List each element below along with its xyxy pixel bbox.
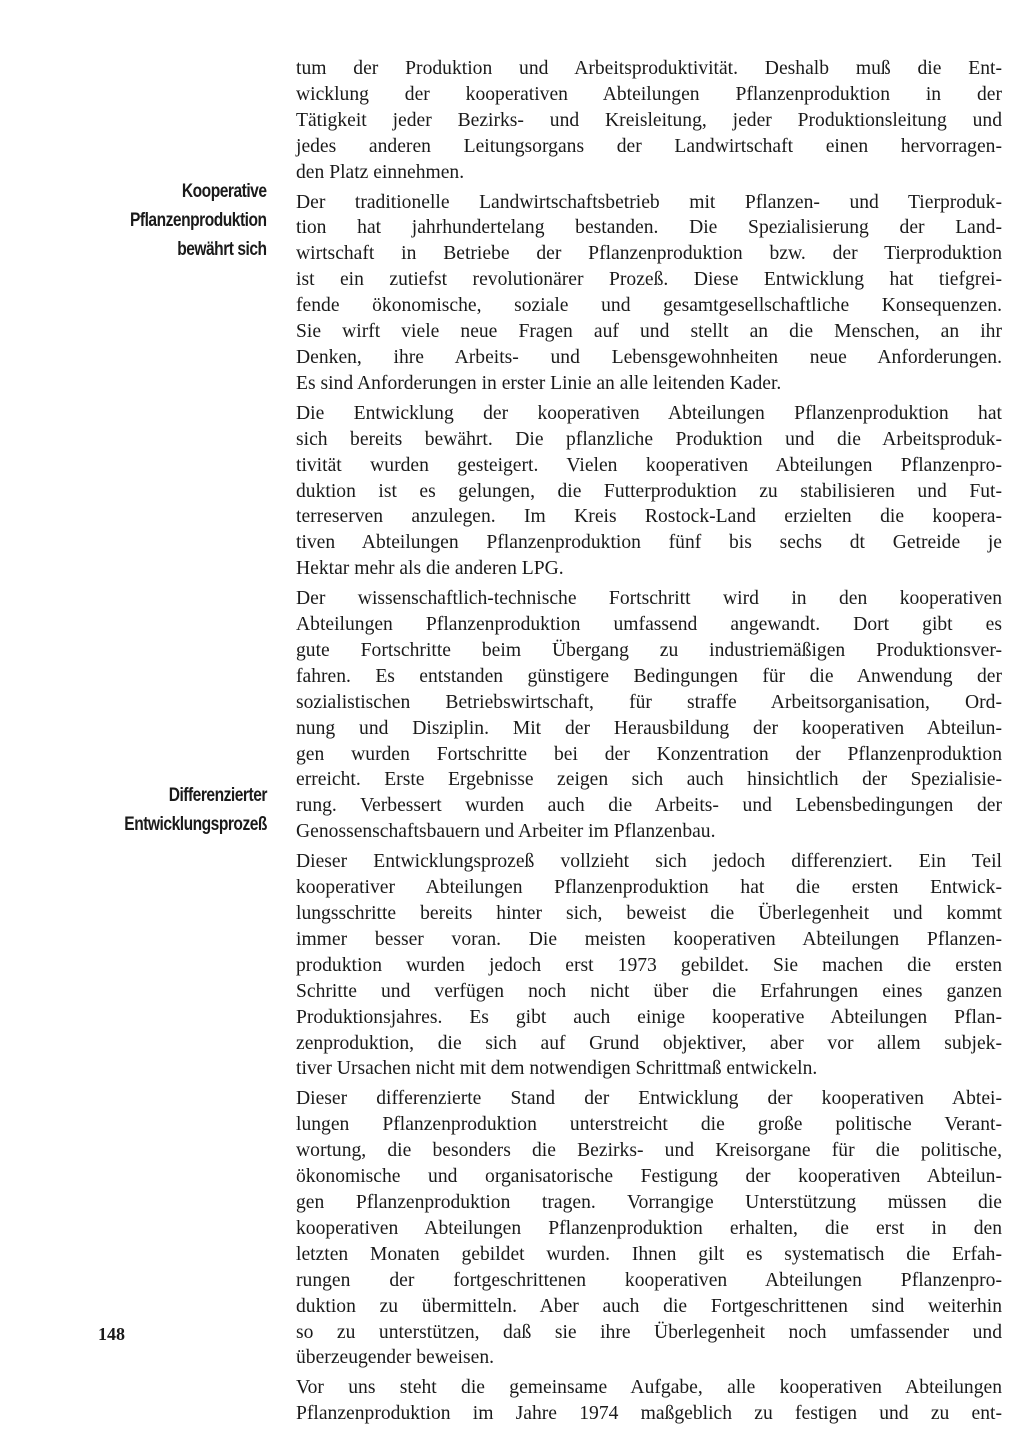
text-line: tum der Produktion und Arbeitsproduktivität. Deshalb muß die Ent- (296, 58, 1002, 79)
paragraph (296, 1086, 1002, 1371)
text-line: Der traditionelle Landwirtschaftsbetrieb mit Pflanzen- und Tierproduk- (296, 191, 1002, 213)
text-line: produktion wurden jedoch erst 1973 gebildet. Sie machen die ersten (296, 954, 1002, 976)
text-line: zenproduktion, die sich auf Grund objektiver, aber vor allem subjek- (296, 1032, 1002, 1054)
text-line: rung. Verbessert wurden auch die Arbeits- und Lebensbedingungen der (296, 795, 1002, 817)
paragraph (296, 190, 1002, 397)
marginal-heading-line: Differenzierter (168, 785, 267, 806)
marginal-heading-line: Pflanzenproduktion (130, 210, 267, 231)
text-line: ist ein zutiefst revolutionärer Prozeß. Diese Entwicklung hat tiefgrei- (296, 269, 1002, 291)
marginal-heading-line: Entwicklungsprozeß (124, 814, 267, 835)
text-line: Tätigkeit jeder Bezirks- und Kreisleitung, jeder Produktionsleitung und (296, 109, 1002, 131)
text-line: tiver Ursachen nicht mit dem notwendigen Schrittmaß entwickeln. (296, 1058, 818, 1080)
text-line: wortung, die besonders die Bezirks- und Kreisorgane für die politische, (296, 1140, 1002, 1162)
text-line: Dieser differenzierte Stand der Entwicklung der kooperativen Abtei- (296, 1088, 1002, 1110)
text-line: Die Entwicklung der kooperativen Abteilungen Pflanzenproduktion hat (296, 402, 1002, 424)
text-line: Sie wirft viele neue Fragen auf und stellt an die Menschen, an ihr (296, 321, 1002, 343)
text-line: Denken, ihre Arbeits- und Lebensgewohnheiten neue Anforderungen. (296, 346, 1002, 368)
text-line: ökonomische und organisatorische Festigung der kooperativen Abteilun- (296, 1166, 1002, 1188)
text-line: tivität wurden gesteigert. Vielen kooperativen Abteilungen Pflanzenpro- (296, 454, 1002, 476)
text-line: Der wissenschaftlich-technische Fortschritt wird in den kooperativen (296, 588, 1002, 610)
text-line: duktion zu übermitteln. Aber auch die Fortgeschrittenen sind weiterhin (296, 1295, 1002, 1317)
text-line: tiven Abteilungen Pflanzenproduktion fünf bis sechs dt Getreide je (296, 532, 1002, 554)
text-line: immer besser voran. Die meisten kooperativen Abteilungen Pflanzen- (296, 928, 1002, 950)
marginal-heading-line: Kooperative (182, 181, 267, 202)
text-line: gute Fortschritte beim Übergang zu industriemäßigen Produktionsver- (296, 639, 1002, 661)
marginal-heading-differenzierter (124, 781, 267, 839)
text-line: den Platz einnehmen. (296, 161, 465, 183)
text-line: lungsschritte bereits hinter sich, beweist die Überlegenheit und kommt (296, 903, 1002, 924)
text-line: kooperativen Abteilungen Pflanzenproduktion erhalten, die erst in den (296, 1217, 1002, 1239)
text-line: duktion ist es gelungen, die Futterproduktion zu stabilisieren und Fut- (296, 480, 1002, 502)
paragraph (296, 849, 1002, 1082)
text-line: Abteilungen Pflanzenproduktion umfassend angewandt. Dort gibt es (296, 614, 1002, 636)
text-line: rungen der fortgeschrittenen kooperativen Abteilungen Pflanzenpro- (296, 1269, 1002, 1291)
text-line: Dieser Entwicklungsprozeß vollzieht sich jedoch differenziert. Ein Teil (296, 851, 1002, 873)
text-line: Es sind Anforderungen in erster Linie an alle leitenden Kader. (296, 372, 782, 394)
text-line: wirtschaft in Betriebe der Pflanzenproduktion bzw. der Tierproduktion (296, 243, 1002, 265)
text-line: sozialistischen Betriebswirtschaft, für straffe Arbeitsorganisation, Ord- (296, 691, 1002, 713)
text-line: Vor uns steht die gemeinsame Aufgabe, alle kooperativen Abteilungen (296, 1377, 1002, 1399)
text-line: überzeugender beweisen. (296, 1347, 495, 1369)
text-line: Produktionsjahres. Es gibt auch einige kooperative Abteilungen Pflan- (296, 1006, 1002, 1028)
text-line: Schritte und verfügen noch nicht über die Erfahrungen eines ganzen (296, 980, 1002, 1002)
text-line: Hektar mehr als die anderen LPG. (296, 558, 564, 580)
body-text-column (296, 56, 1002, 1431)
text-line: letzten Monaten gebildet wurden. Ihnen gilt es systematisch die Erfah- (296, 1243, 1002, 1265)
marginal-heading-kooperative (130, 177, 267, 264)
text-line: Genossenschaftsbauern und Arbeiter im Pflanzenbau. (296, 821, 716, 843)
text-line: jedes anderen Leitungsorgans der Landwirtschaft einen hervorragen- (296, 135, 1002, 157)
paragraph (296, 1375, 1002, 1427)
text-line: kooperativer Abteilungen Pflanzenproduktion hat die ersten Entwick- (296, 877, 1002, 899)
text-line: fende ökonomische, soziale und gesamtgesellschaftliche Konsequenzen. (296, 295, 1002, 317)
text-line: wicklung der kooperativen Abteilungen Pflanzenproduktion in der (296, 83, 1002, 105)
text-line: Pflanzenproduktion im Jahre 1974 maßgeblich zu festigen und zu ent- (296, 1403, 1002, 1425)
text-line: tion hat jahrhundertelang bestanden. Die Spezialisierung der Land- (296, 217, 1002, 239)
text-line: gen Pflanzenproduktion tragen. Vorrangige Unterstützung müssen die (296, 1191, 1002, 1213)
text-line: terreserven anzulegen. Im Kreis Rostock-Land erzielten die koopera- (296, 506, 1002, 528)
page-number: 148 (98, 1324, 125, 1344)
text-line: nung und Disziplin. Mit der Herausbildung der kooperativen Abteilun- (296, 717, 1002, 739)
marginal-heading-line: bewährt sich (177, 239, 267, 260)
text-line: fahren. Es entstanden günstigere Bedingungen für die Anwendung der (296, 665, 1002, 687)
text-line: sich bereits bewährt. Die pflanzliche Produktion und die Arbeitsproduk- (296, 428, 1002, 450)
paragraph (296, 586, 1002, 845)
paragraph (296, 56, 1002, 186)
text-line: so zu unterstützen, daß sie ihre Überlegenheit noch umfassender und (296, 1321, 1002, 1343)
text-line: erreicht. Erste Ergebnisse zeigen sich auch hinsichtlich der Spezialisie- (296, 769, 1002, 791)
text-line: lungen Pflanzenproduktion unterstreicht die große politische Verant- (296, 1114, 1002, 1136)
text-line: gen wurden Fortschritte bei der Konzentration der Pflanzenproduktion (296, 743, 1002, 765)
paragraph (296, 401, 1002, 582)
